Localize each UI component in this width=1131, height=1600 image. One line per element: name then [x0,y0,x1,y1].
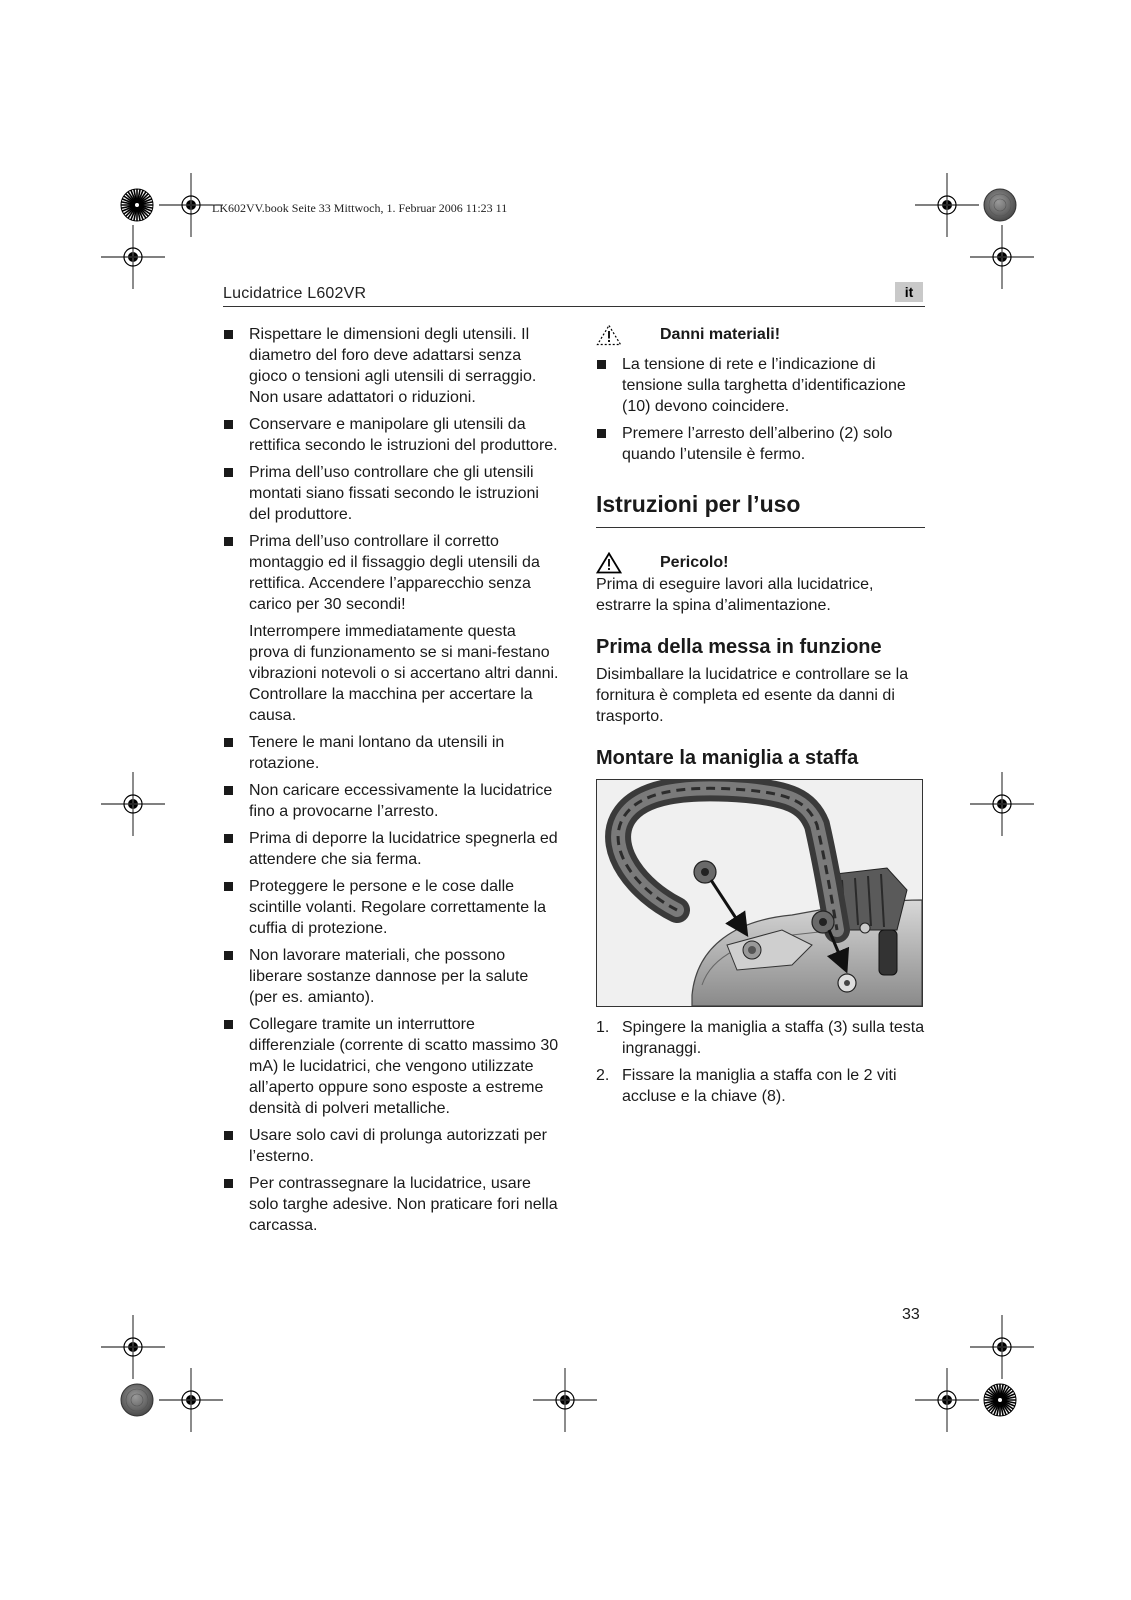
list-item [223,1125,560,1167]
list-item-text: Prima di deporre la lucidatrice spegnerla ed attendere che sia ferma. [249,830,558,868]
handle-heading: Montare la maniglia a staffa [596,747,859,769]
list-item-text: Usare solo cavi di prolunga autorizzati per l’esterno. [249,1127,547,1165]
left-column [223,324,560,1242]
step-number: 1. [596,1019,610,1036]
list-item [223,945,560,1008]
step-item [596,1065,925,1107]
page-number: 33 [902,1306,920,1323]
step-text: Fissare la maniglia a staffa con le 2 viti accluse e la chiave (8). [622,1067,897,1105]
list-item [223,1173,560,1236]
list-item [223,876,560,939]
handle-mounting-illustration [596,779,923,1007]
list-item-text: Tenere le mani lontano da utensili in rotazione. [249,734,505,772]
header-divider [223,306,925,307]
list-item [223,324,560,408]
safety-list [223,324,560,1236]
material-damage-title: Danni materiali! [660,326,781,343]
list-item-text: Conservare e manipolare gli utensili da rettifica secondo le istruzioni del produttore. [249,416,558,454]
list-item-text: Non lavorare materiali, che possono liberare sostanze dannose per la salute (per es. amianto). [249,947,529,1006]
list-item-text: Non caricare eccessivamente la lucidatrice fino a provocarne l’arresto. [249,782,553,820]
step-text: Spingere la maniglia a staffa (3) sulla testa ingranaggi. [622,1019,925,1057]
material-damage-notice [596,324,925,346]
commissioning-text: Disimballare la lucidatrice e controllare se la fornitura è completa ed esente da danni di trasporto. [596,666,909,725]
list-item-text: Per contrassegnare la lucidatrice, usare solo targhe adesive. Non praticare fori nella carcassa. [249,1175,558,1234]
step-number: 2. [596,1067,610,1084]
list-item-note: Interrompere immediatamente questa prova di funzionamento se si mani-festano vibrazioni notevoli o si accertano altri danni. Controllare la macchina per accertare la causa. [249,623,559,724]
commissioning-heading: Prima della messa in funzione [596,636,882,658]
list-item-text: La tensione di rete e l’indicazione di tensione sulla targhetta d’identificazione (10) devono coincidere. [622,356,906,415]
list-item-text: Premere l’arresto dell’alberino (2) solo quando l’utensile è fermo. [622,425,893,463]
list-item [596,423,925,465]
list-item [223,531,560,726]
list-item [223,780,560,822]
step-item [596,1017,925,1059]
language-badge: it [895,282,923,302]
list-item-text: Collegare tramite un interruttore differenziale (corrente di scatto massimo 30 mA) le lucidatrici, che vengono utilizzate all’aperto oppure sono esposte a estreme densità di polveri metalliche. [249,1016,559,1117]
list-item [223,462,560,525]
danger-text: Prima di eseguire lavori alla lucidatrice, estrarre la spina d’alimentazione. [596,576,874,614]
page-title: Lucidatrice L602VR [223,285,367,302]
book-info-line: LK602VV.book Seite 33 Mittwoch, 1. Februar 2006 11:23 11 [212,201,508,215]
handle-steps [596,1017,925,1107]
list-item-text: Rispettare le dimensioni degli utensili. Il diametro del foro deve adattarsi senza gioco o tensioni agli utensili di serraggio. Non usare adattatori o riduzioni. [249,326,537,406]
danger-title: Pericolo! [660,554,729,571]
section-heading: Istruzioni per l’uso [596,489,925,528]
list-item-text: Prima dell’uso controllare il corretto montaggio ed il fissaggio degli utensili da rettifica. Accendere l’apparecchio senza carico per 30 secondi! [249,533,540,613]
list-item [223,414,560,456]
list-item [223,732,560,774]
list-item-text: Prima dell’uso controllare che gli utensili montati siano fissati secondo le istruzioni del produttore. [249,464,539,523]
danger-notice [596,552,925,574]
list-item [223,828,560,870]
list-item [596,354,925,417]
danger-triangle-icon [596,552,622,574]
list-item-text: Proteggere le persone e le cose dalle scintille volanti. Regolare correttamente la cuffia di protezione. [249,878,547,937]
warning-triangle-icon [596,324,622,346]
right-column [596,324,925,1113]
material-damage-list [596,354,925,465]
list-item [223,1014,560,1119]
